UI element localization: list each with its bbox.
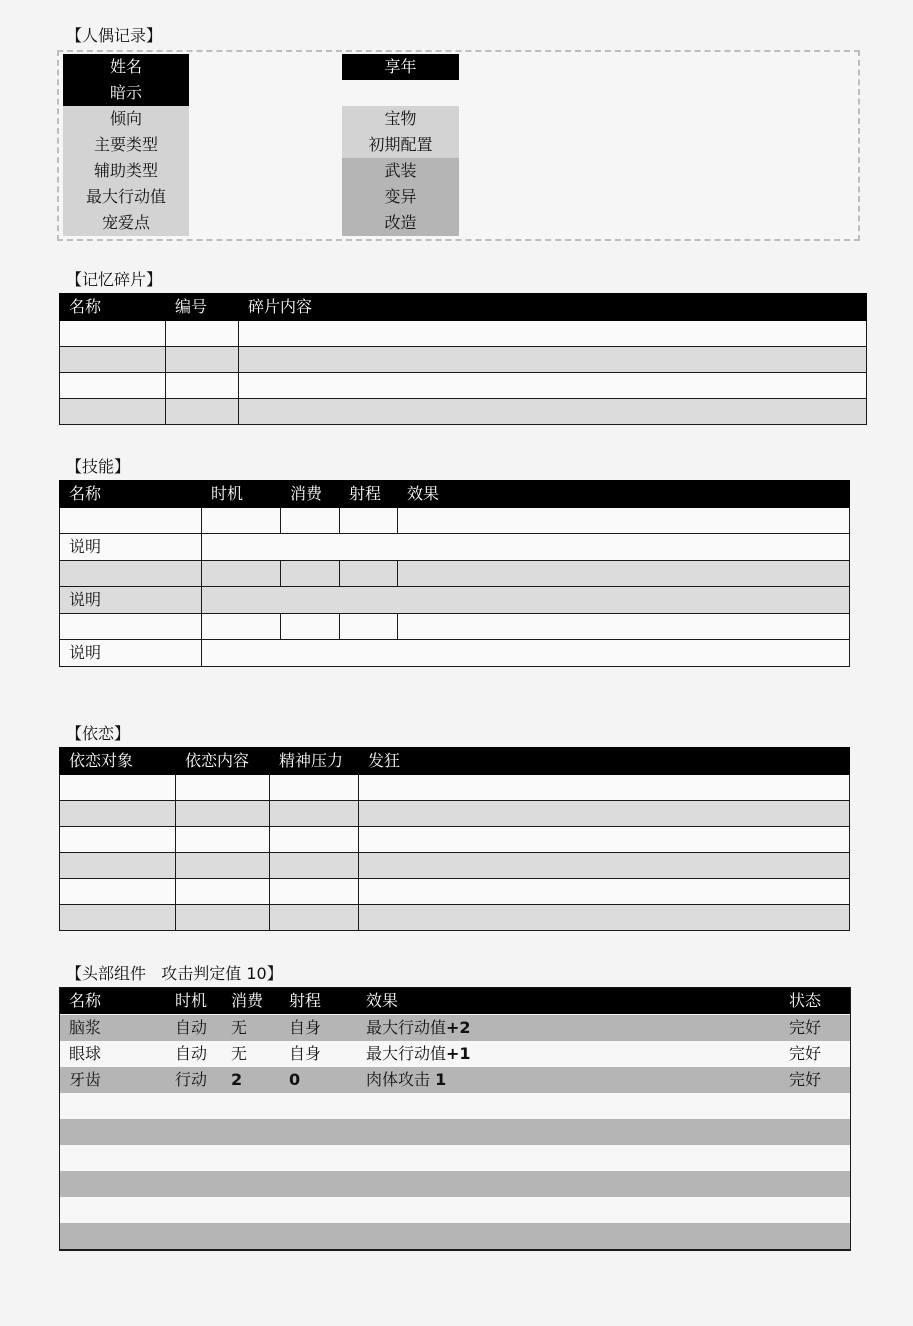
hp-name: 眼球	[69, 1044, 102, 1063]
table-row[interactable]	[60, 1223, 850, 1249]
hp-col-cost: 消费	[231, 991, 264, 1010]
label-sub-type: 辅助类型	[63, 158, 189, 184]
table-row	[60, 587, 850, 614]
head-parts-header-row	[60, 988, 850, 1014]
label-hint: 暗示	[63, 80, 189, 106]
hp-timing: 自动	[175, 1018, 208, 1037]
skills-col-cost: 消费	[281, 481, 340, 508]
table-row	[60, 321, 867, 347]
skills-col-timing: 时机	[202, 481, 281, 508]
attachment-col-target: 依恋对象	[60, 748, 176, 775]
skills-col-name: 名称	[60, 481, 202, 508]
label-tendency: 倾向	[63, 106, 189, 132]
table-row	[60, 373, 867, 399]
table-row[interactable]	[60, 1145, 850, 1171]
table-row	[60, 879, 850, 905]
attachment-section-title: 【依恋】	[66, 724, 131, 743]
hp-col-range: 射程	[289, 991, 322, 1010]
table-row	[60, 534, 850, 561]
skills-section-title: 【技能】	[66, 457, 131, 476]
label-modification: 改造	[342, 210, 459, 236]
memory-col-content: 碎片内容	[239, 294, 867, 321]
memory-table	[59, 293, 867, 425]
hp-status: 完好	[789, 1070, 822, 1089]
memory-col-name: 名称	[60, 294, 166, 321]
memory-header-row	[60, 294, 867, 321]
head-parts-section-title: 【头部组件 攻击判定值 10】	[66, 964, 283, 983]
hp-cost: 2	[231, 1070, 243, 1089]
table-row	[60, 508, 850, 534]
hp-col-effect: 效果	[366, 991, 399, 1010]
hp-status: 完好	[789, 1018, 822, 1037]
hp-timing: 自动	[175, 1044, 208, 1063]
label-initial-placement: 初期配置	[342, 132, 459, 158]
table-row[interactable]	[60, 1197, 850, 1223]
hp-timing: 行动	[175, 1070, 208, 1089]
attachment-col-madness: 发狂	[359, 748, 850, 775]
hp-name: 脑浆	[69, 1018, 102, 1037]
skill-desc-label: 说明	[60, 640, 202, 667]
skills-col-range: 射程	[340, 481, 398, 508]
attachment-table	[59, 747, 850, 931]
label-mutation: 变异	[342, 184, 459, 210]
table-row	[60, 347, 867, 373]
label-age: 享年	[342, 54, 459, 80]
skills-header-row	[60, 481, 850, 508]
hp-effect: 最大行动值+1	[366, 1044, 471, 1063]
hp-range: 自身	[289, 1044, 322, 1063]
table-row	[60, 853, 850, 879]
table-row	[60, 640, 850, 667]
table-row	[60, 1041, 850, 1067]
table-row	[60, 561, 850, 587]
head-parts-table	[59, 987, 851, 1251]
label-name: 姓名	[63, 54, 189, 80]
attachment-header-row	[60, 748, 850, 775]
record-section-title: 【人偶记录】	[66, 26, 163, 45]
hp-effect: 肉体攻击 1	[366, 1070, 447, 1089]
skill-desc-label: 说明	[60, 534, 202, 561]
hp-col-name: 名称	[69, 991, 102, 1010]
table-row	[60, 775, 850, 801]
hp-range: 0	[289, 1070, 301, 1089]
skill-desc-label: 说明	[60, 587, 202, 614]
table-row	[60, 827, 850, 853]
table-row	[60, 399, 867, 425]
table-row[interactable]	[60, 1093, 850, 1119]
attachment-col-stress: 精神压力	[270, 748, 359, 775]
table-row	[60, 614, 850, 640]
label-main-type: 主要类型	[63, 132, 189, 158]
table-row	[60, 905, 850, 931]
hp-range: 自身	[289, 1018, 322, 1037]
hp-name: 牙齿	[69, 1070, 102, 1089]
hp-col-timing: 时机	[175, 991, 208, 1010]
table-row	[60, 1067, 850, 1093]
hp-col-status: 状态	[789, 991, 822, 1010]
skills-col-effect: 效果	[398, 481, 850, 508]
table-row	[60, 801, 850, 827]
hp-cost: 无	[231, 1044, 248, 1063]
table-row[interactable]	[60, 1171, 850, 1197]
memory-col-number: 编号	[166, 294, 239, 321]
attachment-col-content: 依恋内容	[176, 748, 270, 775]
table-row[interactable]	[60, 1119, 850, 1145]
hp-effect: 最大行动值+2	[366, 1018, 471, 1037]
table-row	[60, 1015, 850, 1041]
hp-status: 完好	[789, 1044, 822, 1063]
memory-section-title: 【记忆碎片】	[66, 270, 163, 289]
label-armament: 武装	[342, 158, 459, 184]
label-favor-points: 宠爱点	[63, 210, 189, 236]
label-treasure: 宝物	[342, 106, 459, 132]
record-panel	[57, 50, 860, 241]
label-max-action: 最大行动值	[63, 184, 189, 210]
skills-table	[59, 480, 850, 667]
hp-cost: 无	[231, 1018, 248, 1037]
